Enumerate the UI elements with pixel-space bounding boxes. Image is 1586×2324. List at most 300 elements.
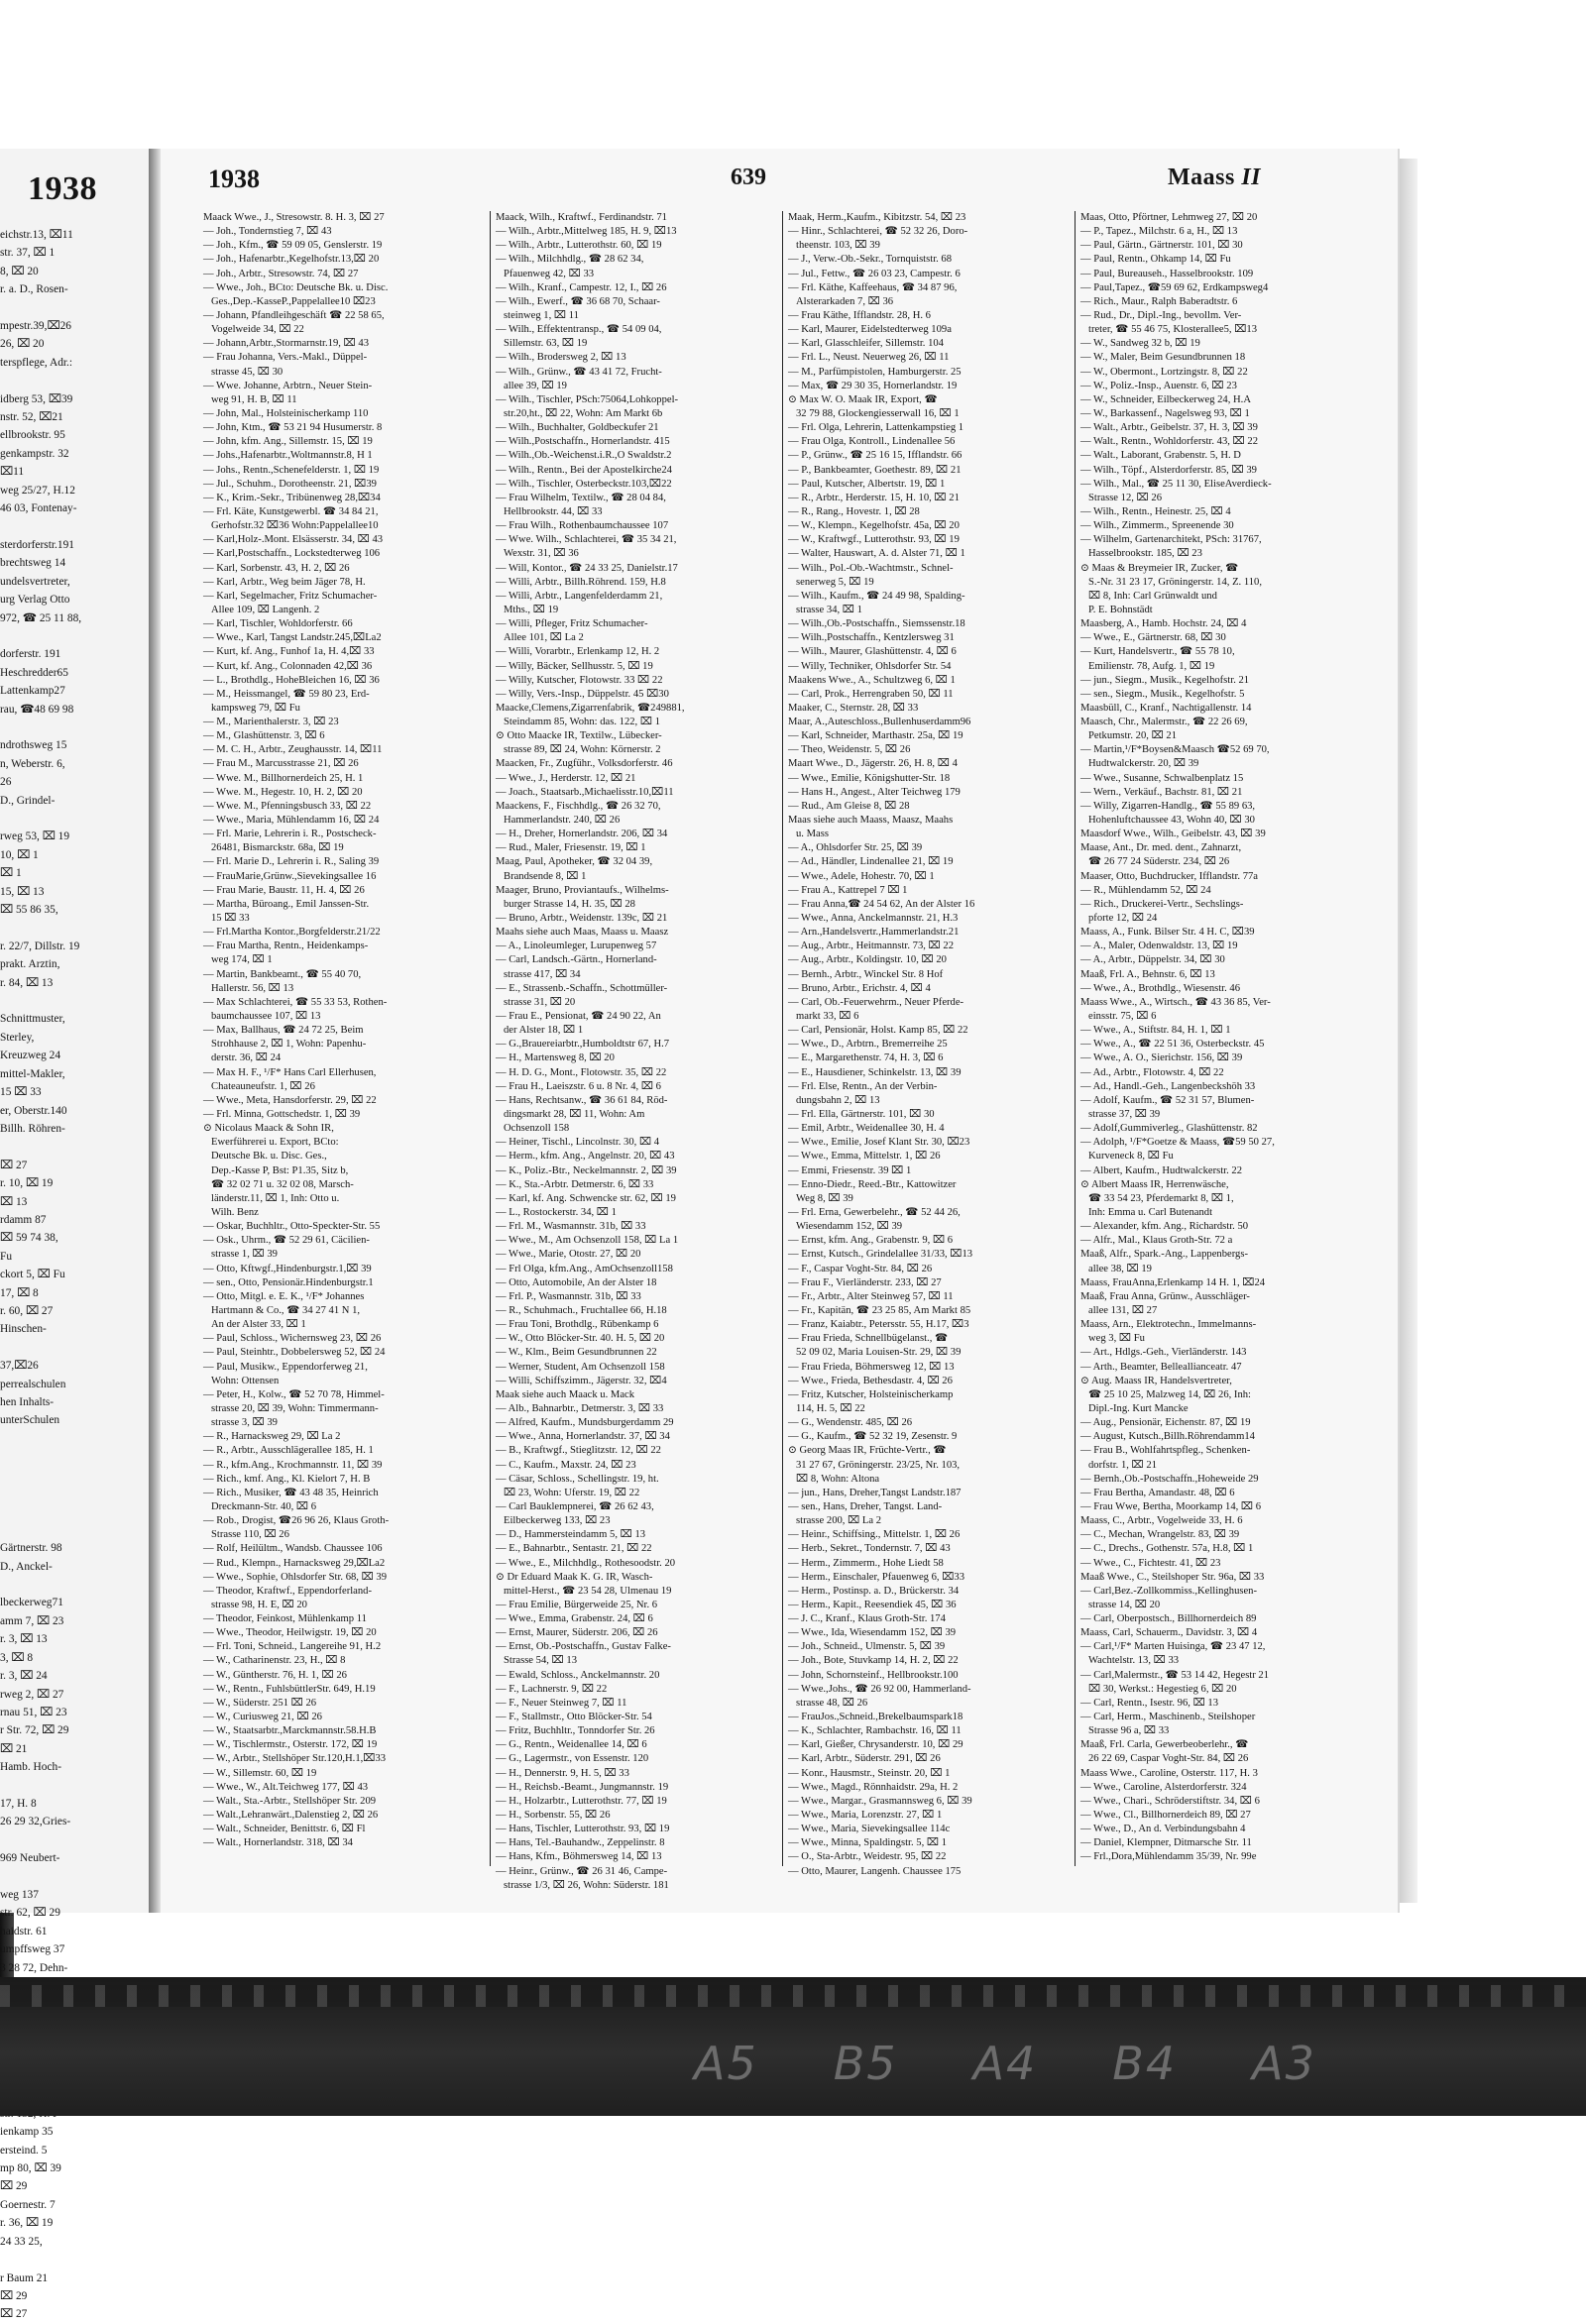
previous-page-line: D., Anckel- — [0, 1560, 53, 1573]
directory-entry: — Ad., Handl.-Geh., Langenbeckshöh 33 — [1080, 1080, 1256, 1092]
previous-page-line — [0, 1448, 149, 1466]
directory-entry: — Otto, Kftwgf.,Hindenburgstr.1,⌧ 39 — [203, 1263, 372, 1274]
previous-page-line: idberg 53, ⌧39 — [0, 392, 73, 405]
previous-page-line: lbeckerweg71 — [0, 1597, 63, 1609]
directory-entry: — Walt., Sta.-Arbtr., Stellshöper Str. 209 — [203, 1795, 377, 1807]
directory-entry: — M., Marienthalerstr. 3, ⌧ 23 — [203, 717, 339, 728]
directory-entry: — Wilh., Rentn., Bei der Apostelkirche24 — [496, 464, 672, 476]
directory-entry: — Frau Käthe, Ifflandstr. 28, H. 6 — [788, 309, 931, 321]
directory-entry: — Herm., Einschaler, Pfauenweg 6, ⌧33 — [788, 1571, 964, 1583]
directory-entry: — W., Barkassenf., Nagelsweg 93, ⌧ 1 — [1080, 407, 1250, 419]
previous-page-line — [0, 1521, 149, 1539]
directory-entry: — Willi, Pfleger, Fritz Schumacher- — [496, 618, 648, 630]
directory-entry: — Ad., Händler, Lindenallee 21, ⌧ 19 — [788, 856, 954, 868]
previous-page-line: Schnittmuster, — [0, 1013, 65, 1026]
directory-entry: — G., Rentn., Weidenallee 14, ⌧ 6 — [496, 1739, 647, 1751]
previous-page-line: amm 7, ⌧ 23 — [0, 1614, 64, 1627]
previous-page-line: 26 — [0, 776, 12, 789]
directory-entry: — Hans, Rechtsanw., ☎ 36 61 84, Röd- — [496, 1094, 668, 1106]
directory-entry: — Wwe., Cl., Billhornerdeich 89, ⌧ 27 — [1080, 1810, 1251, 1822]
directory-entry: ⌧ 8, Inh: Carl Grünwaldt und — [1088, 590, 1217, 602]
directory-entry: Maaß, Alfr., Spark.-Ang., Lappenbergs- — [1080, 1249, 1248, 1261]
directory-entry: — Adolph, ¹/F*Goetze & Maass, ☎59 50 27, — [1080, 1137, 1275, 1149]
previous-page — [0, 149, 151, 2321]
previous-page-line: r. a. D., Rosen- — [0, 283, 68, 296]
previous-page-line: Lattenkamp27 — [0, 685, 65, 698]
directory-entry: Wilh. Benz — [211, 1206, 259, 1218]
directory-entry: theenstr. 103, ⌧ 39 — [796, 240, 880, 252]
directory-entry: Maackens, F., Fischhdlg., ☎ 26 32 70, — [496, 800, 661, 812]
directory-entry: — C., Mechan, Wrangelstr. 83, ⌧ 39 — [1080, 1529, 1240, 1541]
directory-entry: — Max Schlachterei, ☎ 55 33 53, Rothen- — [203, 996, 388, 1008]
directory-entry: — W., Klm., Beim Gesundbrunnen 22 — [496, 1347, 657, 1359]
directory-entry: — H., Sorbenstr. 55, ⌧ 26 — [496, 1810, 611, 1822]
previous-page-line: 972, ☎ 25 11 88, — [0, 611, 82, 624]
directory-entry: — Carl, Pensionär, Holst. Kamp 85, ⌧ 22 — [788, 1025, 968, 1037]
previous-page-line — [0, 1339, 149, 1357]
directory-entry: — Willy, Kutscher, Flotowstr. 33 ⌧ 22 — [496, 674, 663, 686]
directory-entry: — sen., Hans, Dreher, Tangst. Land- — [788, 1500, 943, 1512]
previous-page-line: 3, ⌧ 8 — [0, 1651, 34, 1664]
directory-entry: länderstr.11, ⌧ 1, Inh: Otto u. — [211, 1192, 340, 1204]
running-head — [1168, 165, 1261, 191]
running-head-volume: II — [1241, 165, 1262, 190]
directory-entry: — Wwe., Chari., Schröderstiftstr. 34, ⌧ 6 — [1080, 1795, 1260, 1807]
directory-entry: Hammerlandstr. 240, ⌧ 26 — [504, 815, 621, 827]
directory-entry: — Wwe., Joh., BCto: Deutsche Bk. u. Disc. — [203, 281, 389, 293]
directory-entry: — Arn.,Handelsvertr.,Hammerlandstr.21 — [788, 927, 960, 939]
directory-entry: — Karl, Schneider, Marthastr. 25a, ⌧ 19 — [788, 730, 963, 742]
previous-page-line: eichstr.13, ⌧11 — [0, 229, 73, 241]
directory-entry: — Willy, Techniker, Ohlsdorfer Str. 54 — [788, 660, 952, 672]
directory-entry: — Cäsar, Schloss., Schellingstr. 19, ht. — [496, 1473, 659, 1485]
directory-entry: weg 3, ⌧ Fu — [1088, 1333, 1145, 1345]
directory-entry: Wohn: Ottensen — [211, 1375, 280, 1386]
directory-entry: — Kurt, Handelsvertr., ☎ 55 78 10, — [1080, 646, 1235, 658]
directory-entry: — W., Sandweg 32 b, ⌧ 19 — [1080, 338, 1200, 350]
directory-entry: ⊙ Aug. Maass IR, Handelsvertreter, — [1080, 1375, 1232, 1386]
previous-page-line: ellbrookstr. 95 — [0, 429, 65, 442]
previous-page-line: 8, ⌧ 20 — [0, 265, 39, 277]
directory-entry: — Willy, Vers.-Insp., Düppelstr. 45 ⌧30 — [496, 688, 669, 700]
directory-entry: — Karl, Glasschleifer, Sillemstr. 104 — [788, 338, 944, 350]
directory-entry: — Karl, Tischler, Wohldorferstr. 66 — [203, 618, 353, 630]
directory-entry: — Bernh., Arbtr., Winckel Str. 8 Hof — [788, 968, 944, 980]
directory-entry: — Wwe., Frieda, Bethesdastr. 4, ⌧ 26 — [788, 1375, 953, 1386]
directory-entry: — Joh., Kfm., ☎ 59 09 05, Genslerstr. 19 — [203, 240, 383, 252]
previous-page-line: ckort 5, ⌧ Fu — [0, 1269, 65, 1281]
directory-entry: — Frl. M., Wasmannstr. 31b, ⌧ 33 — [496, 1221, 646, 1233]
directory-entry: — Ewald, Schloss., Anckelmannstr. 20 — [496, 1669, 660, 1681]
previous-page-line: 46 03, Fontenay- — [0, 502, 77, 515]
directory-entry: — Wwe. M., Pfenningsbusch 33, ⌧ 22 — [203, 800, 372, 812]
directory-entry: — Arth., Beamter, Belleallianceatr. 47 — [1080, 1361, 1242, 1373]
directory-entry: — G.,Brauereiarbtr.,Humboldtstr 67, H.7 — [496, 1039, 670, 1051]
directory-entry: Emilienstr. 78, Aufg. 1, ⌧ 19 — [1088, 660, 1215, 672]
directory-entry: — P., Grünw., ☎ 25 16 15, Ifflandstr. 66 — [788, 450, 963, 462]
previous-page-line — [0, 1502, 149, 1520]
directory-entry: — Paul,Tapez., ☎59 69 62, Erdkampsweg4 — [1080, 281, 1269, 293]
directory-entry: — K., Schlachter, Rambachstr. 16, ⌧ 11 — [788, 1725, 962, 1737]
directory-entry: Maass, Carl, Schauerm., Davidstr. 3, ⌧ 4 — [1080, 1627, 1258, 1639]
directory-entry: — Frau E., Pensionat, ☎ 24 90 22, An — [496, 1011, 661, 1023]
directory-entry: — Wwe., Maria, Sievekingsallee 114c — [788, 1824, 951, 1835]
directory-entry: — Carl,¹/F* Marten Huisinga, ☎ 23 47 12, — [1080, 1641, 1266, 1653]
directory-entry: — Karl, Segelmacher, Fritz Schumacher- — [203, 590, 378, 602]
directory-entry: — Rich., Druckerei-Vertr., Sechslings- — [1080, 898, 1244, 910]
previous-page-line — [0, 372, 149, 389]
previous-page-line: 10, ⌧ 1 — [0, 848, 39, 861]
previous-page-line: er, Oberstr.140 — [0, 1104, 67, 1117]
directory-entry: — G., Lagermstr., von Essenstr. 120 — [496, 1753, 649, 1765]
directory-entry: — A., Ohlsdorfer Str. 25, ⌧ 39 — [788, 842, 923, 854]
directory-entry: — Wwe., A., Brothdlg., Wiesenstr. 46 — [1080, 982, 1241, 994]
directory-entry: — Heinr., Grünw., ☎ 26 31 46, Campe- — [496, 1865, 668, 1877]
directory-entry: — Frau M., Marcusstrasse 21, ⌧ 26 — [203, 758, 359, 770]
directory-entry: — Wwe., Emilie, Josef Klant Str. 30, ⌧23 — [788, 1137, 970, 1149]
directory-entry: — Wilh., Grünw., ☎ 43 41 72, Frucht- — [496, 366, 662, 378]
directory-entry: — Frl Olga, kfm.Ang., AmOchsenzoll158 — [496, 1263, 673, 1274]
directory-entry: ⌧ 23, Wohn: Uferstr. 19, ⌧ 22 — [504, 1487, 640, 1498]
directory-entry: Pfauenweg 42, ⌧ 33 — [504, 268, 595, 279]
directory-entry: mittel-Herst., ☎ 23 54 28, Ulmenau 19 — [504, 1585, 672, 1597]
previous-page-line: 17, H. 8 — [0, 1797, 37, 1810]
directory-entry: — Rud., Am Gleise 8, ⌧ 28 — [788, 800, 910, 812]
directory-entry: — Adolf,Gummiverleg., Glashüttenstr. 82 — [1080, 1123, 1258, 1135]
directory-entry: Vogelweide 34, ⌧ 22 — [211, 324, 304, 336]
directory-entry: — Frl. Käte, Kunstgewerbl. ☎ 34 84 21, — [203, 505, 379, 517]
previous-page-line: r Str. 72, ⌧ 29 — [0, 1724, 69, 1737]
microfilm-strip — [0, 1977, 1586, 2116]
previous-page-line: undelsvertreter, — [0, 575, 70, 588]
directory-entry: — Wwe., Sophie, Ohlsdorfer Str. 68, ⌧ 39 — [203, 1571, 388, 1583]
directory-entry: — E., Hausdiener, Schinkelstr. 13, ⌧ 39 — [788, 1066, 962, 1078]
directory-entry: Eilbeckerweg 133, ⌧ 23 — [504, 1515, 611, 1527]
directory-entry: Maager, Bruno, Proviantaufs., Wilhelms- — [496, 884, 669, 896]
directory-entry: Dipl.-Ing. Kurt Mancke — [1088, 1402, 1189, 1414]
directory-entry: allee 38, ⌧ 19 — [1088, 1263, 1152, 1274]
previous-page-line: str. 62, ⌧ 29 — [0, 1907, 60, 1920]
directory-entry: — FrauMarie,Grünw.,Sievekingsallee 16 — [203, 870, 377, 882]
film-label: A3 — [1252, 2037, 1316, 2090]
directory-entry: — Paul, Kutscher, Albertstr. 19, ⌧ 1 — [788, 478, 946, 490]
previous-page-line: ⌧ 55 86 35, — [0, 904, 58, 917]
directory-entry: — Frau Olga, Kontroll., Lindenallee 56 — [788, 436, 956, 448]
previous-page-line: ⌧ 1 — [0, 867, 22, 880]
previous-page-line: 26 29 32,Gries- — [0, 1816, 71, 1828]
directory-entry: — Hans, Tischler, Lutterothstr. 93, ⌧ 19 — [496, 1824, 670, 1835]
previous-page-line: sterdorferstr.191 — [0, 538, 74, 551]
directory-entry: — Wern., Verkäuf., Bachstr. 81, ⌧ 21 — [1080, 786, 1243, 798]
directory-entry: — Herm., Kapit., Reesendiek 45, ⌧ 36 — [788, 1599, 957, 1610]
directory-entry: — G., Wendenstr. 485, ⌧ 26 — [788, 1417, 913, 1429]
directory-entry: dungsbahn 2, ⌧ 13 — [796, 1094, 880, 1106]
directory-entry: dorfstr. 1, ⌧ 21 — [1088, 1459, 1157, 1471]
directory-entry: — J., Verw.-Ob.-Sekr., Tornquiststr. 68 — [788, 254, 953, 266]
directory-entry: — Max H. F., ¹/F* Hans Carl Ellerhusen, — [203, 1066, 377, 1078]
directory-entry: — E., Bahnarbtr., Sentastr. 21, ⌧ 22 — [496, 1543, 652, 1555]
directory-entry: — Hinr., Schlachterei, ☎ 52 32 26, Doro- — [788, 226, 968, 238]
directory-entry: — E., Margarethenstr. 74, H. 3, ⌧ 6 — [788, 1052, 944, 1064]
directory-entry: Strasse 110, ⌧ 26 — [211, 1529, 289, 1541]
directory-entry: Ewerführerei u. Export, BCto: — [211, 1137, 339, 1149]
directory-entry: — Walt.,Lehranwärt.,Dalenstieg 2, ⌧ 26 — [203, 1810, 379, 1822]
directory-entry: Maacke,Clemens,Zigarrenfabrik, ☎249881, — [496, 702, 685, 714]
directory-entry: Steindamm 85, Wohn: das. 122, ⌧ 1 — [504, 717, 660, 728]
previous-page-line: Hinschen- — [0, 1323, 47, 1336]
directory-entry: Maag, Paul, Apotheker, ☎ 32 04 39, — [496, 856, 653, 868]
directory-entry: ☎ 26 77 24 Süderstr. 234, ⌧ 26 — [1088, 856, 1230, 868]
directory-entry: ⊙ Dr Eduard Maak K. G. IR, Wasch- — [496, 1571, 653, 1583]
directory-entry: — Wilh., Maurer, Glashüttenstr. 4, ⌧ 6 — [788, 646, 957, 658]
directory-entry: strasse 417, ⌧ 34 — [504, 968, 581, 980]
previous-page-line — [0, 719, 149, 736]
directory-entry: — Karl, kf. Ang. Schwencke str. 62, ⌧ 19 — [496, 1192, 676, 1204]
previous-page-line: D., Grindel- — [0, 794, 56, 807]
directory-entry: strasse 98, H. E, ⌧ 20 — [211, 1599, 307, 1610]
previous-page-line — [0, 2251, 149, 2269]
previous-page-line: mittel-Makler, — [0, 1067, 65, 1080]
directory-entry: — Willi, Arbtr., Billh.Röhrend. 159, H.8 — [496, 576, 666, 588]
directory-entry: — Jul., Fettw., ☎ 26 03 23, Campestr. 6 — [788, 268, 961, 279]
directory-entry: — Wilh.,Postschaffn., Kentzlersweg 31 — [788, 632, 955, 644]
directory-entry: — Wilh.,Postschaffn., Hornerlandstr. 415 — [496, 436, 670, 448]
directory-entry: — Frau H., Laeiszstr. 6 u. 8 Nr. 4, ⌧ 6 — [496, 1080, 661, 1092]
directory-entry: — Heiner, Tischl., Lincolnstr. 30, ⌧ 4 — [496, 1137, 660, 1149]
directory-entry: — Walt., Laborant, Grabenstr. 5, H. D — [1080, 450, 1241, 462]
directory-entry: — O., Sta-Arbtr., Weidestr. 95, ⌧ 22 — [788, 1851, 947, 1863]
directory-entry: — Paul, Steinhtr., Dobbelersweg 52, ⌧ 24 — [203, 1347, 386, 1359]
directory-entry: — Fritz, Kutscher, Holsteinischerkamp — [788, 1388, 954, 1400]
directory-entry: — Wwe., Emilie, Königshutter-Str. 18 — [788, 772, 951, 784]
directory-entry: Strohhause 2, ⌧ 1, Wohn: Papenhu- — [211, 1039, 367, 1051]
previous-page-line: r. 3, ⌧ 13 — [0, 1633, 48, 1646]
previous-page-line: 15 ⌧ 33 — [0, 1086, 42, 1099]
directory-entry: — W., Klempn., Kegelhofstr. 45a, ⌧ 20 — [788, 520, 960, 532]
directory-entry: — L., Brothdlg., HoheBleichen 16, ⌧ 36 — [203, 674, 380, 686]
previous-page-line: Gärtnerstr. 98 — [0, 1542, 62, 1555]
directory-entry: — Frl. P., Wasmannstr. 31b, ⌧ 33 — [496, 1290, 641, 1302]
directory-entry: — Wwe., A., Stiftstr. 84, H. 1, ⌧ 1 — [1080, 1025, 1231, 1037]
directory-entry: — Wilh., Pol.-Ob.-Wachtmstr., Schnel- — [788, 562, 954, 574]
film-label: B4 — [1112, 2037, 1178, 2090]
directory-entry: Ochsenzoll 158 — [504, 1123, 570, 1135]
directory-entry: 31 27 67, Gröningerstr. 23/25, Nr. 103, — [796, 1459, 961, 1471]
previous-page-line: terspflege, Adr.: — [0, 356, 73, 369]
directory-entry: — B., Kraftwgf., Stieglitzstr. 12, ⌧ 22 — [496, 1445, 661, 1457]
directory-entry: — Frau Martha, Rentn., Heidenkamps- — [203, 941, 369, 952]
previous-page-line: Kreuzweg 24 — [0, 1050, 61, 1062]
directory-entry: der Alster 18, ⌧ 1 — [504, 1025, 584, 1037]
directory-entry: Maas, Otto, Pförtner, Lehmweg 27, ⌧ 20 — [1080, 212, 1258, 223]
directory-entry: — Karl, Maurer, Eidelstedterweg 109a — [788, 324, 952, 336]
directory-entry: — Bernh.,Ob.-Postschaffn.,Hoheweide 29 — [1080, 1473, 1259, 1485]
previous-page-line: Hamb. Hoch- — [0, 1761, 61, 1774]
directory-entry: — H., Reichsb.-Beamt., Jungmannstr. 19 — [496, 1781, 669, 1793]
directory-entry: — Wilh., Kaufm., ☎ 24 49 98, Spalding- — [788, 590, 965, 602]
previous-page-line: Billh. Röhren- — [0, 1122, 65, 1135]
previous-page-line: nstr. 52, ⌧21 — [0, 411, 63, 424]
directory-entry: — jun., Siegm., Musik., Kegelhofstr. 21 — [1080, 674, 1250, 686]
directory-entry: Sillemstr. 63, ⌧ 19 — [504, 338, 588, 350]
directory-entry: — Will, Kontor., ☎ 24 33 25, Danielstr.17 — [496, 562, 678, 574]
directory-entry: — Wilh., Zimmerm., Spreenende 30 — [1080, 520, 1234, 532]
directory-entry: — L., Rostockerstr. 34, ⌧ 1 — [496, 1206, 617, 1218]
previous-page-line: r. 84, ⌧ 13 — [0, 976, 54, 989]
directory-entry: 15 ⌧ 33 — [211, 913, 250, 925]
directory-entry: — Wwe., E., Gärtnerstr. 68, ⌧ 30 — [1080, 632, 1226, 644]
directory-entry: — K., Krim.-Sekr., Tribünenweg 28,⌧34 — [203, 492, 381, 503]
directory-entry: — Wwe., Emma, Grabenstr. 24, ⌧ 6 — [496, 1613, 653, 1625]
directory-entry: — Frl.,Dora,Mühlendamm 35/39, Nr. 99e — [1080, 1851, 1257, 1863]
previous-page-line: r. 3, ⌧ 24 — [0, 1670, 48, 1683]
directory-entry: — jun., Hans, Dreher,Tangst Landstr.187 — [788, 1487, 962, 1498]
directory-entry: — M., Glashüttenstr. 3, ⌧ 6 — [203, 730, 325, 742]
directory-entry: — Joh., Hafenarbtr.,Kegelhofstr.13,⌧ 20 — [203, 254, 380, 266]
directory-entry: senerweg 5, ⌧ 19 — [796, 576, 874, 588]
directory-entry: — Fr., Kapitän, ☎ 23 25 85, Am Markt 85 — [788, 1304, 971, 1316]
directory-entry: — H. D. G., Mont., Flotowstr. 35, ⌧ 22 — [496, 1066, 667, 1078]
directory-entry: — Frau Wwe, Bertha, Moorkamp 14, ⌧ 6 — [1080, 1500, 1262, 1512]
directory-entry: — Wilh., Mal., ☎ 25 11 30, EliseAverdieck- — [1080, 478, 1272, 490]
directory-entry: — Frl.Martha Kontor.,Borgfelderstr.21/22 — [203, 927, 381, 939]
directory-entry: Allee 101, ⌧ La 2 — [504, 632, 584, 644]
directory-entry: strasse 1, ⌧ 39 — [211, 1249, 278, 1261]
directory-entry: — W., Otto Blöcker-Str. 40. H. 5, ⌧ 20 — [496, 1333, 665, 1345]
directory-entry: — Rich., Musiker, ☎ 43 48 35, Heinrich — [203, 1487, 379, 1498]
previous-page-line — [0, 1868, 149, 1886]
directory-entry: — F., Stallmstr., Otto Blöcker-Str. 54 — [496, 1712, 652, 1723]
directory-entry: — Theodor, Feinkost, Mühlenkamp 11 — [203, 1613, 367, 1625]
directory-entry: Maaker, C., Sternstr. 28, ⌧ 33 — [788, 702, 919, 714]
directory-entry: — W., Süderstr. 251 ⌧ 26 — [203, 1697, 317, 1709]
directory-entry: — Fr., Arbtr., Alter Steinweg 57, ⌧ 11 — [788, 1290, 954, 1302]
directory-entry: — Willi, Arbtr., Langenfelderdamm 21, — [496, 590, 663, 602]
directory-entry: — K., Sta.-Arbtr. Detmerstr. 6, ⌧ 33 — [496, 1178, 654, 1190]
film-format-labels — [694, 2037, 1316, 2090]
directory-entry: An der Alster 33, ⌧ 1 — [211, 1319, 306, 1331]
directory-entry: ⌧ 30, Werkst.: Hegestieg 6, ⌧ 20 — [1088, 1683, 1237, 1695]
directory-entry: 114, H. 5, ⌧ 22 — [796, 1402, 865, 1414]
directory-entry: — H., Dennerstr. 9, H. 5, ⌧ 33 — [496, 1767, 629, 1779]
directory-entry: — Herm., Zimmerm., Hohe Liedt 58 — [788, 1557, 944, 1569]
previous-page-line: 24 33 25, — [0, 2235, 43, 2248]
directory-entry: — Wilhelm, Gartenarchitekt, PSch: 31767, — [1080, 534, 1262, 546]
directory-entry: — Frl. Ella, Gärtnerstr. 101, ⌧ 30 — [788, 1109, 935, 1120]
directory-entry: strasse 1/3, ⌧ 26, Wohn: Süderstr. 181 — [504, 1879, 669, 1891]
previous-page-line — [0, 1485, 149, 1502]
directory-entry: weg 91, H. B, ⌧ 11 — [211, 393, 297, 405]
directory-entry: — Wwe., Adele, Hohestr. 70, ⌧ 1 — [788, 870, 935, 882]
directory-entry: — Wwe. Wilh., Schlachterei, ☎ 35 34 21, — [496, 534, 677, 546]
directory-entry: — Ad., Arbtr., Flotowstr. 4, ⌧ 22 — [1080, 1066, 1224, 1078]
previous-page-line: rweg 53, ⌧ 19 — [0, 830, 70, 843]
directory-entry: — W., Sillemstr. 60, ⌧ 19 — [203, 1767, 317, 1779]
directory-entry: strasse 37, ⌧ 39 — [1088, 1109, 1161, 1120]
directory-entry: treter, ☎ 55 46 75, Klosterallee5, ⌧13 — [1088, 324, 1258, 336]
previous-page-line — [0, 518, 149, 536]
directory-entry: — W., Staatsarbtr.,Marckmannstr.58.H.B — [203, 1725, 377, 1737]
directory-entry: Inh: Emma u. Carl Butenandt — [1088, 1206, 1213, 1218]
directory-entry: Hartmann & Co., ☎ 34 27 41 N 1, — [211, 1304, 361, 1316]
directory-entry: — August, Kutsch.,Billh.Röhrendamm14 — [1080, 1431, 1255, 1443]
directory-entry: — Frl. L., Neust. Neuerweg 26, ⌧ 11 — [788, 352, 950, 364]
previous-page-line: r Baum 21 — [0, 2271, 49, 2284]
directory-entry: — Walter, Hauswart, A. d. Alster 71, ⌧ 1 — [788, 548, 965, 560]
directory-entry: — Wwe., A., ☎ 22 51 36, Osterbeckstr. 45 — [1080, 1039, 1265, 1051]
previous-page-line: weg 137 — [0, 1888, 39, 1901]
directory-entry: — Wwe. M., Hegestr. 10, H. 2, ⌧ 20 — [203, 786, 363, 798]
directory-entry: Maak siehe auch Maack u. Mack — [496, 1388, 635, 1400]
directory-entry: — Walt., Rentn., Wohldorferstr. 43, ⌧ 22 — [1080, 436, 1259, 448]
directory-entry: — M., Parfümpistolen, Hamburgerstr. 25 — [788, 366, 962, 378]
directory-entry: Gerhofstr.32 ⌧36 Wohn:Pappelallee10 — [211, 520, 379, 532]
previous-page-line — [0, 810, 149, 828]
directory-entry: — Daniel, Klempner, Ditmarsche Str. 11 — [1080, 1837, 1252, 1849]
directory-entry: — Walt., Schneider, Benittstr. 6, ⌧ Fl — [203, 1824, 366, 1835]
directory-entry: — Joh., Tondernstieg 7, ⌧ 43 — [203, 226, 332, 238]
directory-entry: — Herm., Postinsp. a. D., Brückerstr. 34 — [788, 1585, 960, 1597]
directory-entry: — Karl, Arbtr., Süderstr. 291, ⌧ 26 — [788, 1753, 941, 1765]
column-4 — [1076, 211, 1368, 1866]
directory-entry: — Fritz, Buchhltr., Tonndorfer Str. 26 — [496, 1725, 655, 1737]
directory-entry: Maart Wwe., D., Jägerstr. 26, H. 8, ⌧ 4 — [788, 758, 958, 770]
directory-entry: — Wilh., Milchhdlg., ☎ 28 62 34, — [496, 254, 644, 266]
directory-entry: Maaß, Frl. A., Behnstr. 6, ⌧ 13 — [1080, 968, 1215, 980]
column-3 — [783, 211, 1076, 1877]
directory-entry: — Alb., Bahnarbtr., Detmerstr. 3, ⌧ 33 — [496, 1402, 664, 1414]
directory-entry: Hudtwalckerstr. 20, ⌧ 39 — [1088, 758, 1199, 770]
directory-entry: — Frau Emilie, Bürgerweide 25, Nr. 6 — [496, 1599, 658, 1610]
directory-entry: — Wwe., M., Am Ochsenzoll 158, ⌧ La 1 — [496, 1235, 679, 1247]
directory-entry: — Wwe., J., Herderstr. 12, ⌧ 21 — [496, 772, 636, 784]
previous-page-line: 37,⌧26 — [0, 1360, 39, 1373]
directory-entry: — Theo, Weidenstr. 5, ⌧ 26 — [788, 744, 911, 756]
previous-page-line: mp 80, ⌧ 39 — [0, 2162, 61, 2175]
directory-entry: strasse 89, ⌧ 24, Wohn: Körnerstr. 2 — [504, 744, 661, 756]
directory-entry: — W., Catharinenstr. 23, H., ⌧ 8 — [203, 1655, 346, 1667]
directory-entry: Maass, FrauAnna,Erlenkamp 14 H. 1, ⌧24 — [1080, 1276, 1266, 1288]
directory-entry: 26481, Bismarckstr. 68a, ⌧ 19 — [211, 842, 344, 854]
directory-entry: — Frau Frieda, Schnellbügelanst., ☎ — [788, 1333, 949, 1345]
directory-entry: — Art., Hdlgs.-Geh., Vierländerstr. 143 — [1080, 1347, 1247, 1359]
column-2 — [491, 211, 783, 1891]
directory-entry: Maack, Wilh., Kraftwf., Ferdinandstr. 71 — [496, 212, 667, 223]
directory-entry: — Franz, Kaiabtr., Petersstr. 55, H.17, ⌧3 — [788, 1319, 969, 1331]
previous-page-line: rdamm 87 — [0, 1213, 47, 1226]
directory-entry: — Otto, Maurer, Langenh. Chaussee 175 — [788, 1865, 962, 1877]
directory-entry: ⊙ Otto Maacke IR, Textilw., Lübecker- — [496, 730, 662, 742]
directory-entry: — FrauJos.,Schneid.,Brekelbaumspark18 — [788, 1712, 963, 1723]
directory-entry: — Johs.,Hafenarbtr.,Woltmannstr.8, H 1 — [203, 450, 373, 462]
directory-entry: — Karl, Gießer, Chrysanderstr. 10, ⌧ 29 — [788, 1739, 963, 1751]
directory-entry: — Wilh., Tischler, Osterbeckstr.103,⌧22 — [496, 478, 672, 490]
directory-entry: Maaß, Frau Anna, Grünw., Ausschläger- — [1080, 1290, 1250, 1302]
directory-entry: Maas siehe auch Maass, Maasz, Maahs — [788, 815, 954, 827]
directory-entry: Weg 8, ⌧ 39 — [796, 1192, 853, 1204]
directory-entry: — Herb., Sekret., Tondernstr. 7, ⌧ 43 — [788, 1543, 951, 1555]
directory-entry: — Alfred, Kaufm., Mundsburgerdamm 29 — [496, 1417, 674, 1429]
directory-entry: — Werner, Student, Am Ochsenzoll 158 — [496, 1361, 665, 1373]
previous-page-line: 969 Neubert- — [0, 1852, 60, 1865]
directory-entry: — Frl. Toni, Schneid., Langereihe 91, H.2 — [203, 1641, 382, 1653]
directory-entry: ⊙ Albert Maass IR, Herrenwäsche, — [1080, 1178, 1229, 1190]
directory-entry: — Jul., Schuhm., Dorotheenstr. 21, ⌧39 — [203, 478, 377, 490]
directory-entry: — Paul, Schloss., Wichernsweg 23, ⌧ 26 — [203, 1333, 382, 1345]
directory-entry: — Hans H., Angest., Alter Teichweg 179 — [788, 786, 961, 798]
directory-entry: — W., Curiusweg 21, ⌧ 26 — [203, 1712, 322, 1723]
directory-entry: Petkumstr. 20, ⌧ 21 — [1088, 730, 1178, 742]
